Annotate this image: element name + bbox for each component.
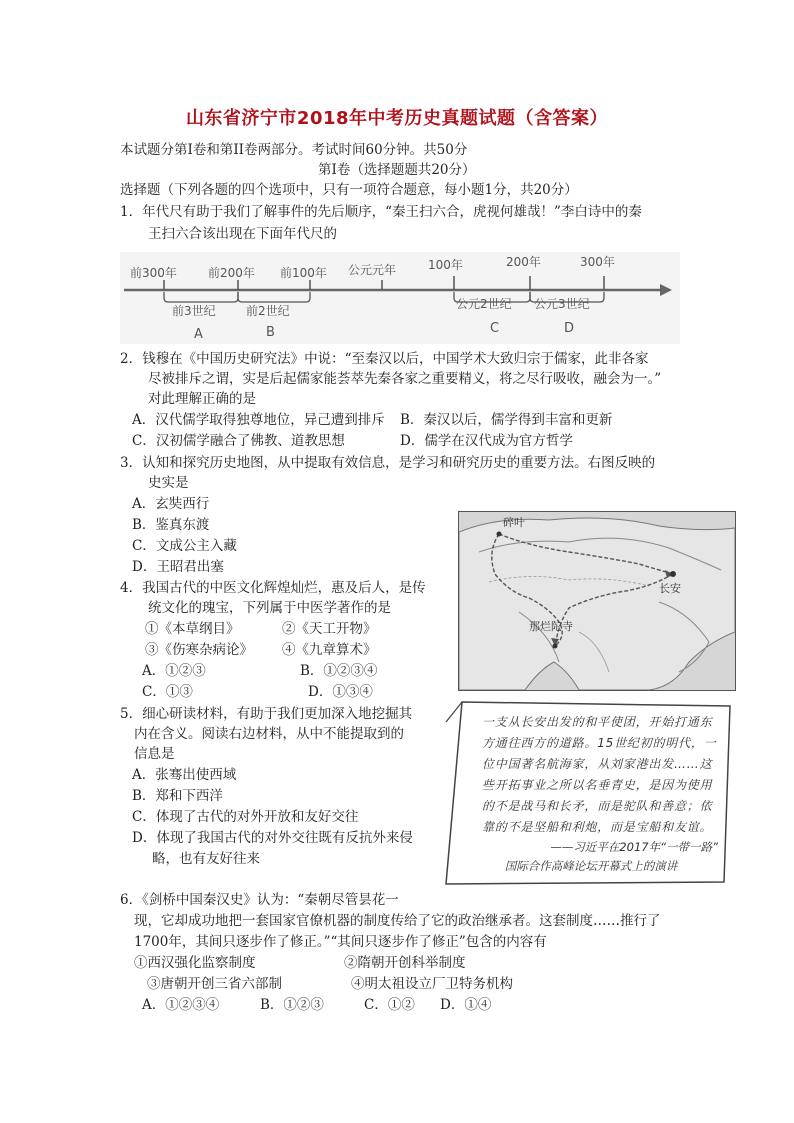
- q1-stem-line2: 王扫六合该出现在下面年代尺的: [148, 226, 337, 242]
- q3-stem-line2: 史实是: [148, 475, 189, 491]
- q5-stem-line3: 信息是: [134, 746, 175, 762]
- q2-option-d[interactable]: D．儒学在汉代成为官方哲学: [400, 433, 573, 449]
- section-heading: 第Ⅰ卷（选择题题共20分）: [318, 162, 476, 178]
- q4-option-d[interactable]: D．①③④: [308, 684, 373, 700]
- tick-label: 前200年: [208, 266, 255, 280]
- q2-stem-line3: 对此理解正确的是: [148, 391, 256, 407]
- page-title: 山东省济宁市2018年中考历史真题试题（含答案）: [185, 108, 609, 129]
- q5-option-d-cont: 略，也有友好往来: [152, 851, 260, 867]
- tick-label: 前100年: [280, 266, 327, 280]
- quote-text: 一支从长安出发的和平使团，开始打通东方通往西方的道路。15世纪初的明代，一位中国著名航海家，从刘家港出发……这些开拓事业之所以名垂青史，是因为使用的不是战马和长矛，而是驼队和善意；依靠的不是坚船和利炮，而是宝船和友谊。: [482, 715, 717, 834]
- nalanda-marker-icon: [553, 644, 558, 649]
- q3-stem-line1: 3．认知和探究历史地图，从中提取有效信息，是学习和研究历史的重要方法。右图反映的: [120, 455, 656, 471]
- tick-label: 前300年: [130, 266, 177, 280]
- q2-option-b[interactable]: B．秦汉以后，儒学得到丰富和更新: [400, 412, 613, 428]
- timeline-figure: [120, 252, 680, 344]
- bracket-label: 前3世纪: [172, 304, 216, 318]
- history-map: [458, 511, 736, 691]
- map-label-nalanda: 那烂陀寺: [529, 620, 573, 633]
- q4-option-a[interactable]: A．①②③: [142, 663, 206, 679]
- quote-source-line2: 国际合作高峰论坛开幕式上的演讲: [504, 859, 678, 873]
- map-label-changan: 长安: [659, 582, 681, 595]
- q6-item-1: ①西汉强化监察制度: [134, 955, 256, 971]
- map-svg: [459, 512, 735, 690]
- q3-option-d[interactable]: D．王昭君出塞: [132, 559, 224, 575]
- q2-option-c[interactable]: C．汉初儒学融合了佛教、道教思想: [132, 433, 345, 449]
- suiye-marker-icon: [497, 532, 502, 537]
- q6-stem-line2: 现，它却成功地把一套国家官僚机器的制度传给了它的政治继承者。这套制度……推行了: [134, 913, 661, 929]
- q4-stem-line1: 4．我国古代的中医文化辉煌灿烂，惠及后人，是传: [120, 580, 426, 596]
- option-letter: B: [266, 325, 275, 340]
- quote-source-line1: ——习近平在2017年“一带一路”: [550, 840, 718, 854]
- map-label-suiye: 碎叶: [503, 516, 525, 529]
- q5-stem-line1: 5．细心研读材料，有助于我们更加深入地挖掘其: [120, 706, 413, 722]
- bracket-label: 公元2世纪: [456, 297, 512, 311]
- q5-option-c[interactable]: C．体现了古代的对外开放和友好交往: [132, 809, 359, 825]
- q6-stem-line1: 6．《剑桥中国秦汉史》认为：“秦朝尽管昙花一: [120, 892, 399, 908]
- tick-label: 公元元年: [348, 263, 397, 277]
- q4-stem-line2: 统文化的瑰宝，下列属于中医学著作的是: [148, 600, 391, 616]
- q6-option-b[interactable]: B．①②③: [260, 997, 324, 1013]
- q5-option-b[interactable]: B．郑和下西洋: [132, 788, 223, 804]
- q3-option-b[interactable]: B．鉴真东渡: [132, 517, 210, 533]
- q5-stem-line2: 内在含义。阅读右边材料，从中不能提取到的: [134, 726, 404, 742]
- q4-item-3: ③《伤寒杂病论》: [145, 642, 253, 658]
- q2-stem-line2: 尽被排斥之谓，实是后起儒家能荟萃先秦各家之重要精义，将之尽行吸收，融会为一。”: [148, 371, 662, 387]
- instructions: 选择题（下列各题的四个选项中，只有一项符合题意，每小题1分，共20分）: [120, 182, 578, 198]
- q1-stem-line1: 1．年代尺有助于我们了解事件的先后顺序，“秦王扫六合，虎视何雄哉！”李白诗中的秦: [120, 204, 642, 220]
- bracket-label: 前2世纪: [246, 304, 290, 318]
- q5-option-a[interactable]: A．张骞出使西域: [132, 767, 237, 783]
- q6-item-3: ③唐朝开创三省六部制: [147, 976, 282, 992]
- option-letter: A: [194, 327, 203, 342]
- quote-card: [440, 698, 734, 888]
- q3-option-a[interactable]: A．玄奘西行: [132, 496, 210, 512]
- q6-option-a[interactable]: A．①②③④: [142, 997, 220, 1013]
- q4-item-2: ②《天工开物》: [282, 621, 377, 637]
- option-letter: C: [490, 321, 500, 336]
- q6-option-d[interactable]: D．①④: [440, 997, 492, 1013]
- tick-label: 200年: [506, 255, 541, 269]
- q6-option-c[interactable]: C．①②: [364, 997, 415, 1013]
- bracket-label: 公元3世纪: [534, 297, 590, 311]
- tick-label: 300年: [580, 255, 615, 269]
- option-letter: D: [564, 321, 575, 336]
- tick-label: 100年: [428, 258, 463, 272]
- timeline-svg: [120, 252, 680, 344]
- q6-stem-line3: 1700年，其间只逐步作了修正。”“其间只逐步作了修正”包含的内容有: [134, 934, 547, 950]
- q4-item-1: ①《本草纲目》: [145, 621, 240, 637]
- q6-item-2: ②隋朝开创科举制度: [344, 955, 466, 971]
- changan-marker-icon: [670, 571, 676, 577]
- q4-option-b[interactable]: B．①②③④: [300, 663, 378, 679]
- q4-option-c[interactable]: C．①③: [142, 684, 193, 700]
- exam-intro: 本试题分第Ⅰ卷和第II卷两部分。考试时间60分钟。共50分: [120, 142, 468, 158]
- q5-option-d[interactable]: D．体现了我国古代的对外交往既有反抗外来侵: [132, 830, 413, 846]
- q6-item-4: ④明太祖设立厂卫特务机构: [351, 976, 513, 992]
- q2-stem-line1: 2．钱穆在《中国历史研究法》中说：“至秦汉以后，中国学术大致归宗于儒家，此非各家: [120, 351, 649, 367]
- q2-option-a[interactable]: A．汉代儒学取得独尊地位，异己遭到排斥: [132, 412, 385, 428]
- q3-option-c[interactable]: C．文成公主入藏: [132, 538, 237, 554]
- q4-item-4: ④《九章算术》: [282, 642, 377, 658]
